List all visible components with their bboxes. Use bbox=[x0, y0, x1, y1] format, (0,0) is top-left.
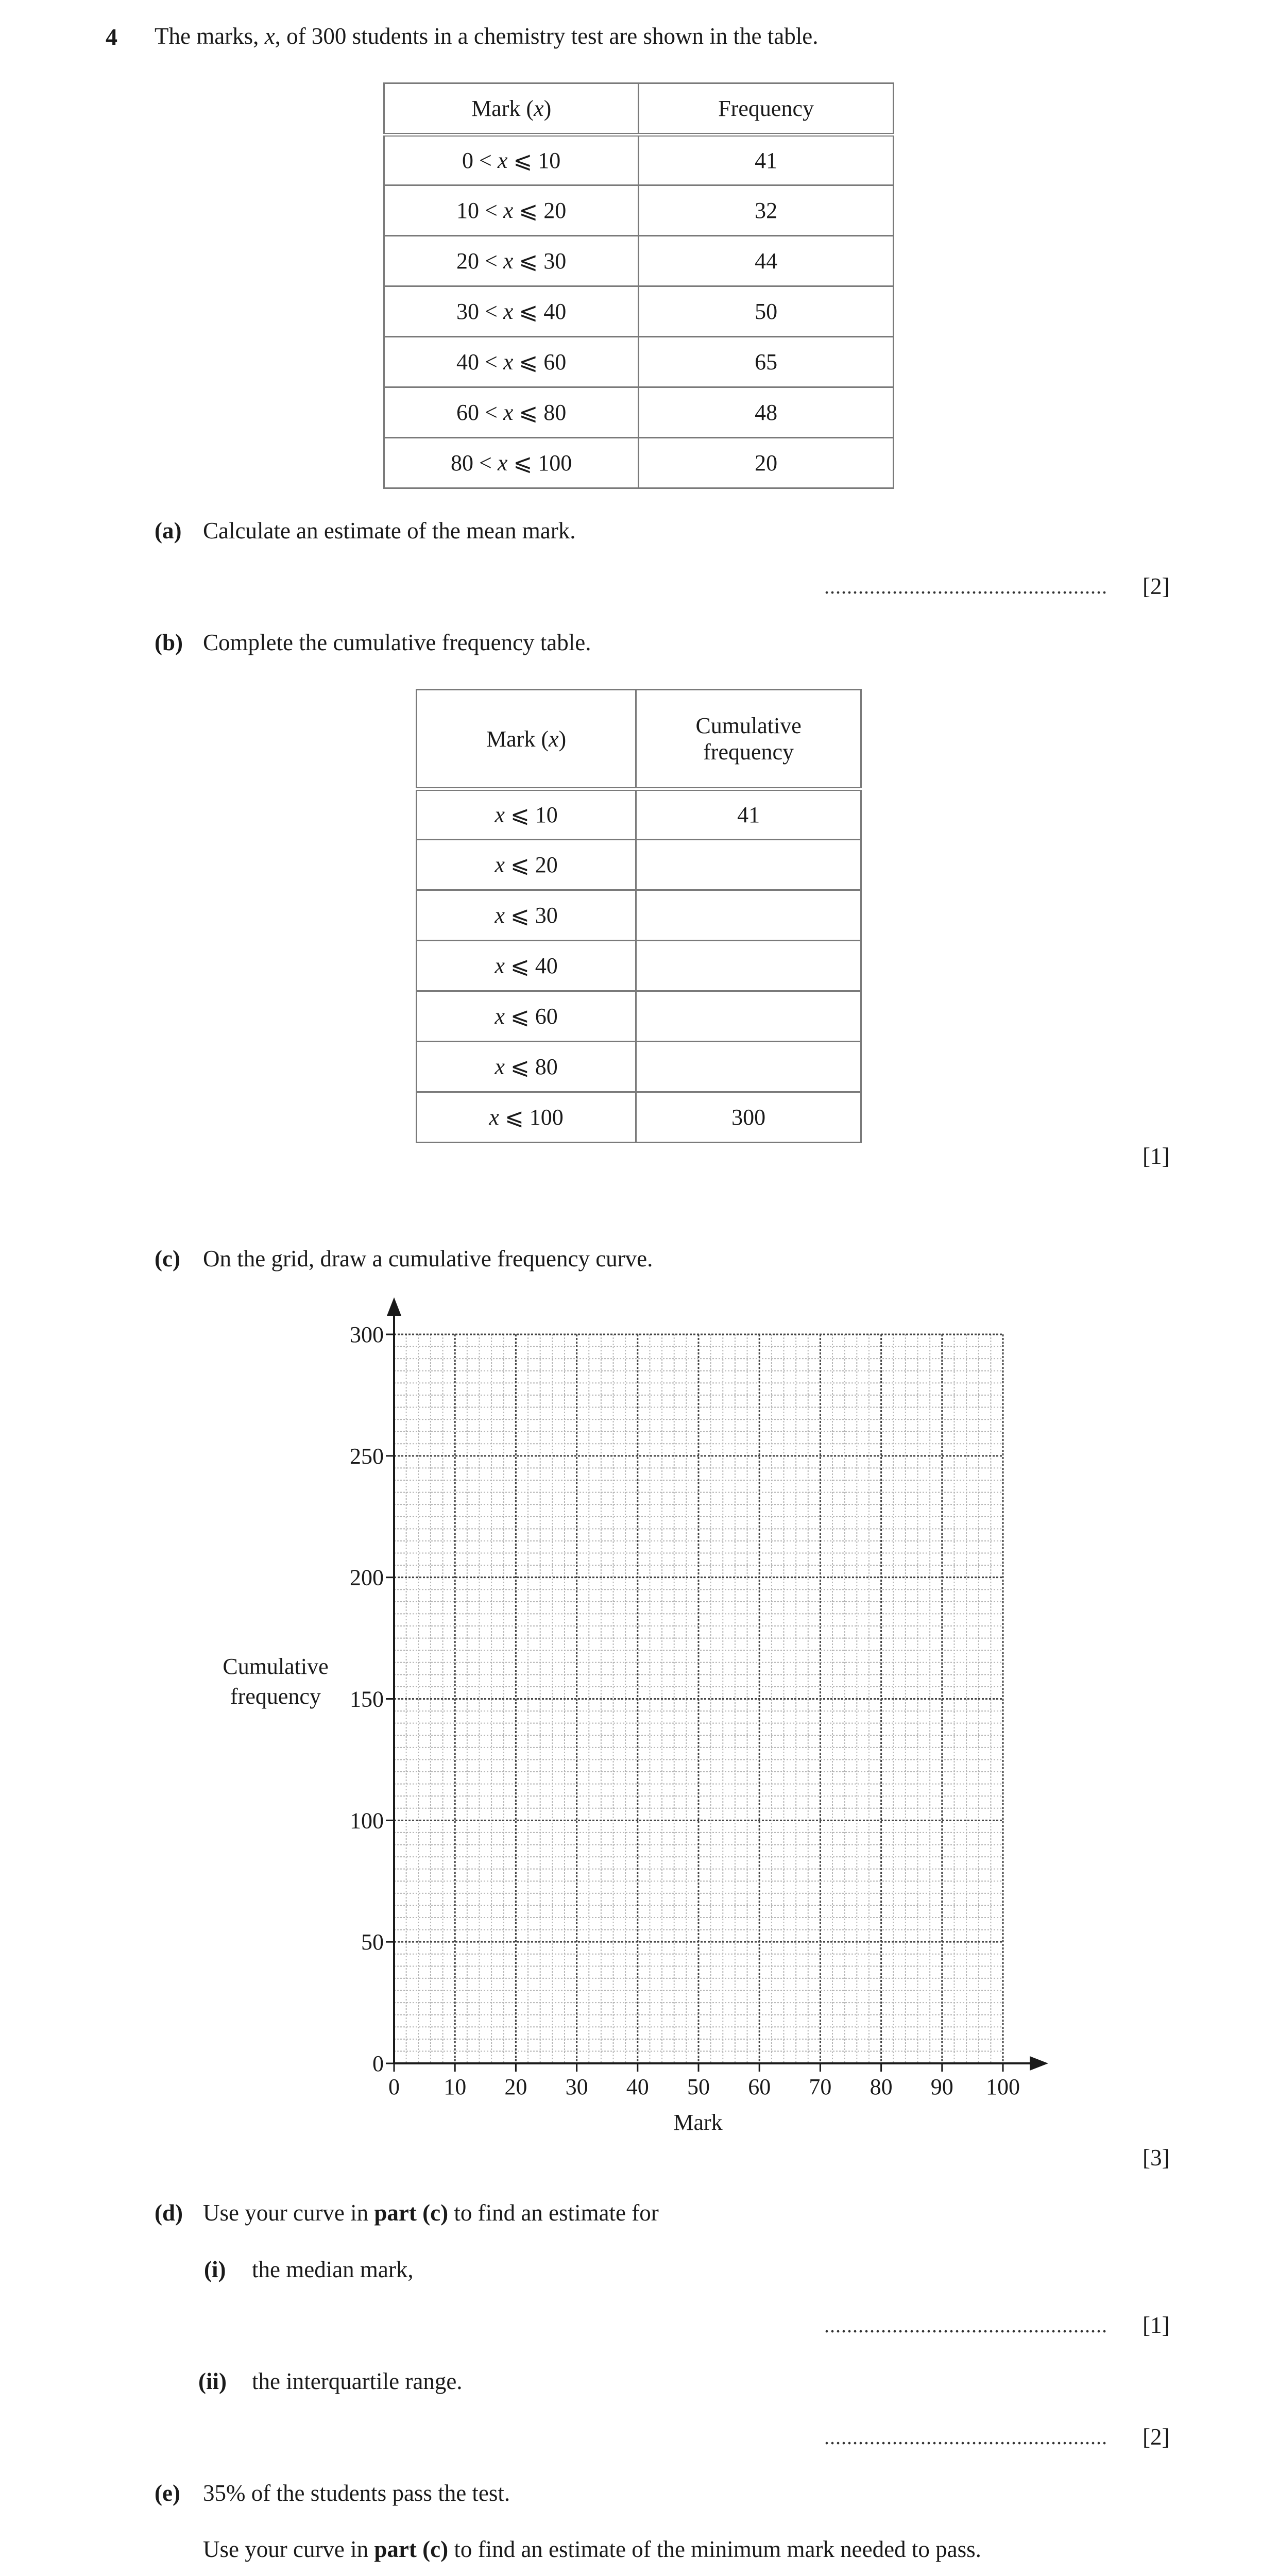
header-cumulative-frequency: Cumulative frequency bbox=[636, 690, 861, 789]
y-tick-label: 50 bbox=[361, 1929, 384, 1955]
mark-interval: 20 < x ⩽ 30 bbox=[384, 236, 639, 286]
x-tick-label: 40 bbox=[626, 2074, 649, 2099]
mark-bound: x ⩽ 30 bbox=[417, 890, 636, 941]
y-tick-label: 150 bbox=[350, 1686, 384, 1712]
x-tick-label: 10 bbox=[444, 2074, 467, 2099]
part-b-label: (b) bbox=[155, 630, 183, 655]
frequency-value: 50 bbox=[639, 286, 894, 337]
y-tick-label: 0 bbox=[372, 2051, 384, 2076]
part-d-label: (d) bbox=[155, 2200, 183, 2226]
part-e-text1: 35% of the students pass the test. bbox=[203, 2480, 510, 2506]
y-tick-label: 100 bbox=[350, 1808, 384, 1834]
part-c-marks: [3] bbox=[1143, 2145, 1170, 2171]
x-tick-label: 20 bbox=[504, 2074, 527, 2099]
part-d-i-label: (i) bbox=[204, 2257, 226, 2282]
frequency-value: 41 bbox=[639, 135, 894, 185]
x-tick-label: 100 bbox=[986, 2074, 1020, 2099]
cumulative-frequency-cell: 41 bbox=[636, 789, 861, 840]
part-b-marks: [1] bbox=[1143, 1143, 1170, 1169]
part-e-text2: Use your curve in part (c) to find an estimate of the minimum mark needed to pass. bbox=[203, 2536, 981, 2562]
x-axis-arrow bbox=[1030, 2056, 1048, 2071]
x-tick-label: 50 bbox=[687, 2074, 710, 2099]
part-a-label: (a) bbox=[155, 518, 182, 544]
mark-interval: 60 < x ⩽ 80 bbox=[384, 387, 639, 438]
mark-bound: x ⩽ 80 bbox=[417, 1042, 636, 1092]
question-number: 4 bbox=[106, 24, 117, 50]
y-axis-label-line1: Cumulative bbox=[223, 1654, 329, 1679]
mark-interval: 10 < x ⩽ 20 bbox=[384, 185, 639, 236]
x-tick-label: 60 bbox=[748, 2074, 771, 2099]
x-tick-label: 30 bbox=[565, 2074, 588, 2099]
part-a-answer-line[interactable]: .................................................. bbox=[824, 575, 1107, 598]
mark-bound: x ⩽ 100 bbox=[417, 1092, 636, 1143]
mark-bound: x ⩽ 40 bbox=[417, 941, 636, 991]
header-mark: Mark (x) bbox=[417, 690, 636, 789]
frequency-value: 65 bbox=[639, 337, 894, 387]
axes bbox=[387, 1297, 1048, 2071]
part-d-ii-label: (ii) bbox=[198, 2368, 227, 2394]
frequency-value: 20 bbox=[639, 438, 894, 488]
mark-bound: x ⩽ 20 bbox=[417, 840, 636, 890]
stem-variable: x bbox=[264, 23, 275, 49]
part-d-i-text: the median mark, bbox=[252, 2257, 414, 2282]
x-tick-label: 70 bbox=[809, 2074, 832, 2099]
part-d-ii-answer-line[interactable]: .................................................. bbox=[824, 2426, 1107, 2449]
frequency-value: 48 bbox=[639, 387, 894, 438]
stem-text-1: The marks, bbox=[155, 23, 265, 49]
frequency-value: 44 bbox=[639, 236, 894, 286]
mark-interval: 30 < x ⩽ 40 bbox=[384, 286, 639, 337]
part-b-text: Complete the cumulative frequency table. bbox=[203, 630, 591, 655]
part-a-text: Calculate an estimate of the mean mark. bbox=[203, 518, 576, 544]
mark-bound: x ⩽ 10 bbox=[417, 789, 636, 840]
mark-interval: 80 < x ⩽ 100 bbox=[384, 438, 639, 488]
part-c-text: On the grid, draw a cumulative frequency curve. bbox=[203, 1246, 653, 1272]
stem-text-2: , of 300 students in a chemistry test are shown in the table. bbox=[275, 23, 819, 49]
cumulative-frequency-cell: 300 bbox=[636, 1092, 861, 1143]
part-e-label: (e) bbox=[155, 2480, 180, 2506]
x-tick-label: 0 bbox=[388, 2074, 400, 2099]
mark-interval: 40 < x ⩽ 60 bbox=[384, 337, 639, 387]
part-d-i-marks: [1] bbox=[1143, 2312, 1170, 2338]
mark-interval: 0 < x ⩽ 10 bbox=[384, 135, 639, 185]
part-c-label: (c) bbox=[155, 1246, 180, 1272]
x-tick-label: 90 bbox=[930, 2074, 953, 2099]
y-axis-arrow bbox=[387, 1297, 401, 1316]
part-d-ii-marks: [2] bbox=[1143, 2424, 1170, 2450]
part-d-text: Use your curve in part (c) to find an estimate for bbox=[203, 2200, 659, 2226]
x-axis-label: Mark bbox=[673, 2110, 723, 2135]
part-d-i-answer-line[interactable]: .................................................. bbox=[824, 2314, 1107, 2337]
x-tick-label: 80 bbox=[870, 2074, 893, 2099]
y-tick-label: 250 bbox=[350, 1443, 384, 1469]
part-a-marks: [2] bbox=[1143, 573, 1170, 599]
mark-bound: x ⩽ 60 bbox=[417, 991, 636, 1042]
frequency-value: 32 bbox=[639, 185, 894, 236]
part-d-ii-text: the interquartile range. bbox=[252, 2368, 463, 2394]
y-tick-label: 200 bbox=[350, 1565, 384, 1590]
y-axis-label-line2: frequency bbox=[230, 1684, 321, 1709]
header-mark: Mark (x) bbox=[384, 83, 639, 135]
y-tick-label: 300 bbox=[350, 1322, 384, 1347]
header-frequency: Frequency bbox=[639, 83, 894, 135]
